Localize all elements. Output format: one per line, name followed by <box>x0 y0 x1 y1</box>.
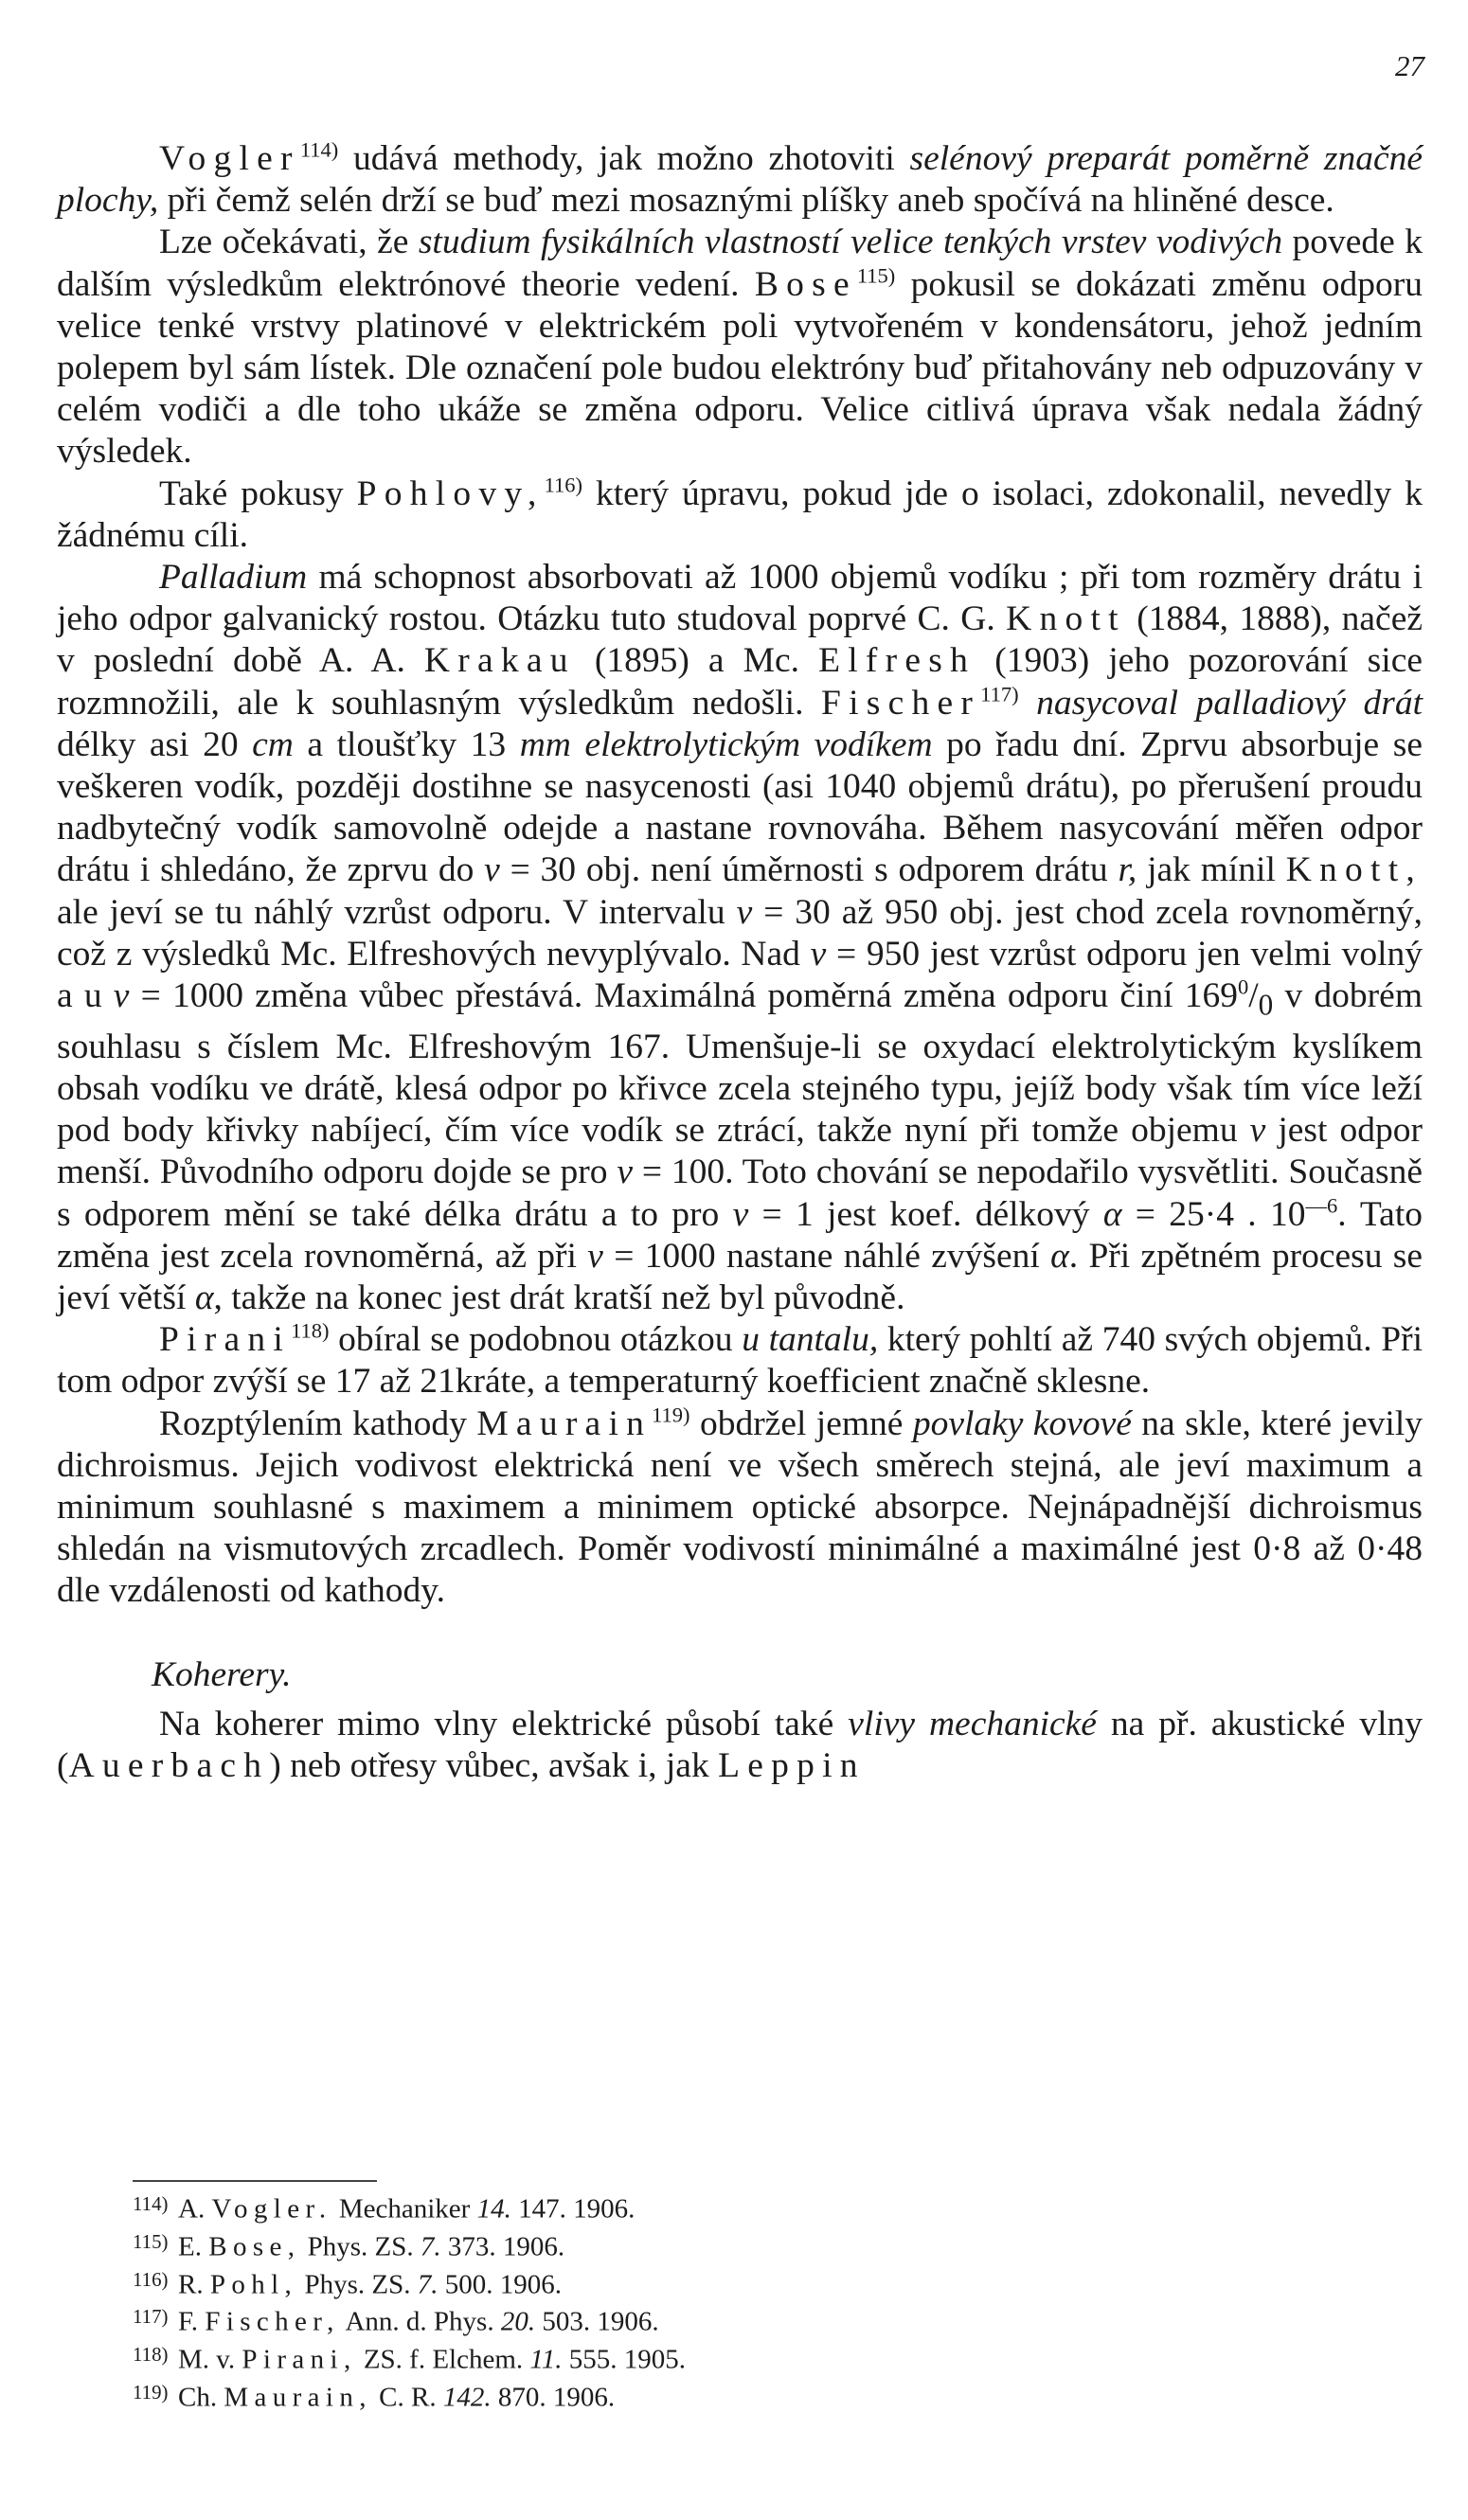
text-run: Phys. ZS. <box>300 2231 421 2262</box>
text-run: / <box>1248 976 1259 1016</box>
italic-run: povlaky kovové <box>912 1403 1132 1443</box>
text-run: = 30 obj. není úměrnosti s odporem drátu <box>499 850 1119 890</box>
text-run: A. <box>178 2193 212 2225</box>
text-run: který úpravu, pokud jde o isolaci, zdokonalil, nevedly k žádnému cíli. <box>57 474 1423 555</box>
italic-run: 14. <box>476 2193 511 2225</box>
italic-run: v <box>484 850 500 890</box>
text-run: povede k dalším výsledkům elektrónové theorie vedení. <box>57 223 1423 304</box>
text-run: = 1 jest koef. délkový <box>748 1194 1103 1234</box>
main-text <box>57 138 1423 1787</box>
text-run: a tloušťky 13 <box>293 724 520 764</box>
text-run: ) neb otřesy vůbec, avšak i, jak <box>269 1745 719 1785</box>
text-run: po řadu dní. Zprvu absorbuje se veškeren vodík, později dostihne se nasycenosti (asi 1040 objemů drátu), po přerušení proudu nadbytečný vodík samovolně odejde a nastane rovnováha. Během nasycování měřen odpor drátu i shledáno, že zprvu do <box>57 724 1423 890</box>
italic-run: Palladium <box>159 558 308 598</box>
footnote-text <box>178 2269 562 2299</box>
italic-run: u tantalu, <box>742 1320 879 1360</box>
footnote-number: 115) <box>133 2229 169 2253</box>
author-name: Vogler. <box>211 2193 332 2225</box>
author-name: Bose, <box>208 2231 301 2262</box>
author-name: Pohlovy, <box>356 474 545 513</box>
footnote-text <box>178 2193 635 2224</box>
footnote-number: 116) <box>133 2267 169 2291</box>
author-name: Maurain <box>476 1403 653 1443</box>
italic-run: 7. <box>417 2268 439 2299</box>
text-run: který pohltí až 740 svých objemů. Při tom odpor zvýší se 17 až 21kráte, a temperaturný koefficient značně sklesne. <box>57 1320 1423 1402</box>
text-run: v dobrém souhlasu s číslem Mc. Elfreshovým 167. Umenšuje-li se oxydací elektrolytickým kyslíkem obsah vodíku ve drátě, klesá odpor po křivce zcela stejného typu, jejíž body však tím více leží pod body křivky nabíjecí, čím více vodík se ztrácí, takže nyní při tomže objemu <box>57 976 1423 1151</box>
text-run: C. R. <box>371 2382 443 2413</box>
text-run: E. <box>178 2231 209 2262</box>
text-run: . Při zpětném procesu se jeví větší <box>57 1236 1423 1317</box>
text-run: ale jeví se tu náhlý vzrůst odporu. V intervalu <box>57 892 737 932</box>
footnote <box>133 2300 985 2338</box>
footnote-number: 117) <box>133 2305 169 2329</box>
text-run: obíral se podobnou otázkou <box>329 1320 743 1360</box>
text-run: R. <box>178 2268 210 2299</box>
text-run: Také pokusy <box>159 474 357 513</box>
italic-run: studium fysikálních vlastností velice tenkých vrstev vodivých <box>418 223 1283 262</box>
page-number: 27 <box>1395 49 1424 82</box>
text-run: při čemž selén drží se buď mezi mosaznými plíšky aneb spočívá na hliněné desce. <box>158 181 1334 221</box>
italic-run: α <box>1102 1194 1122 1234</box>
italic-run: 142. <box>442 2382 492 2413</box>
footnote-mark: 117) <box>980 682 1019 706</box>
footnote <box>133 2188 985 2225</box>
text-run: délky asi 20 <box>57 724 253 764</box>
text-run: 555. 1905. <box>562 2344 687 2375</box>
text-run: Na koherer mimo vlny elektrické působí také <box>159 1704 849 1743</box>
footnote <box>133 2225 985 2263</box>
text-run: na skle, které jevily dichroismus. Jejich vodivost elektrická není ve všech směrech stejná, ale jeví maximum a minimum souhlasné s maximem a minimem optické absorpce. Nejnápadnější dichroismus shledán na vismutových zrcadlech. Poměr vodivostí minimálné a maximálné jest 0·8 až 0·48 dle vzdálenosti od kathody. <box>57 1403 1423 1611</box>
footnote-mark: 0 <box>1238 974 1249 999</box>
italic-run: v <box>587 1236 603 1276</box>
italic-run: r, <box>1118 850 1137 890</box>
text-run: 373. 1906. <box>440 2231 565 2262</box>
paragraph <box>57 1704 1423 1787</box>
text-run: obdržel jemné <box>689 1403 913 1443</box>
text-run: M. v. <box>178 2344 242 2375</box>
text-run: Rozptýlením kathody <box>159 1403 477 1443</box>
footnotes <box>133 2188 985 2414</box>
footnote <box>133 2376 985 2414</box>
text-run: , takže na konec jest drát kratší než byl původně. <box>213 1278 905 1317</box>
text-run: na př. akustické vlny ( <box>57 1704 1423 1785</box>
text-run: Ann. d. Phys. <box>339 2306 501 2337</box>
italic-run: v <box>736 892 753 932</box>
text-run: jest odpor menší. Původního odporu dojde se pro <box>57 1111 1423 1192</box>
italic-run: vlivy mechanické <box>848 1704 1097 1743</box>
paragraph <box>57 1319 1423 1403</box>
footnote-mark: 118) <box>291 1318 330 1343</box>
paragraph <box>57 138 1423 222</box>
italic-run: α <box>1050 1236 1069 1276</box>
italic-run: α <box>194 1278 214 1317</box>
footnote-number: 118) <box>133 2343 169 2367</box>
text-run: 500. 1906. <box>438 2268 562 2299</box>
footnote-rule <box>133 2180 377 2182</box>
text-run: (1895) a Mc. <box>575 641 819 681</box>
footnote-text <box>178 2231 564 2261</box>
footnote <box>133 2338 985 2376</box>
author-name: Knott, <box>1285 850 1423 890</box>
italic-run: nasycoval palladiový drát <box>1036 683 1423 723</box>
author-name: Knott <box>1006 599 1126 639</box>
footnote-mark: 115) <box>856 263 896 288</box>
text-run: F. <box>178 2306 206 2337</box>
italic-run: v <box>113 976 130 1016</box>
footnote-mark: 116) <box>544 473 583 497</box>
footnote-text <box>178 2344 686 2374</box>
italic-run: 7. <box>420 2231 441 2262</box>
italic-run: selénový preparát poměrně značné plochy, <box>57 139 1423 221</box>
section-heading: Koherery. <box>152 1654 292 1694</box>
text-run: Mechaniker <box>331 2193 477 2225</box>
text-run: Ch. <box>178 2382 224 2413</box>
author-name: Maurain, <box>224 2382 372 2413</box>
footnote-mark: 0 <box>1258 988 1274 1022</box>
text-run <box>1019 684 1037 723</box>
footnote-mark: —6 <box>1305 1193 1338 1218</box>
italic-run: cm <box>252 724 294 764</box>
text-run: má schopnost absorbovati až 1000 objemů vodíku ; při tom rozměry drátu i jeho odpor galvanický rostou. Otázku tuto studoval poprvé C. G. <box>57 558 1423 639</box>
text-run: jak mínil <box>1137 850 1286 890</box>
text-run: = 100. Toto chování se nepodařilo vysvětliti. Současně s odporem mění se také délka drátu a to pro <box>57 1153 1423 1234</box>
italic-run: v <box>732 1194 749 1234</box>
italic-run: v <box>1249 1111 1266 1151</box>
paragraph <box>57 474 1423 557</box>
author-name: Pohl, <box>209 2268 298 2299</box>
author-name: Pirani, <box>242 2344 357 2375</box>
author-name: Krakau <box>423 641 576 681</box>
author-name: Fischer, <box>205 2306 340 2337</box>
author-name: Pirani <box>159 1320 292 1360</box>
italic-run: 20. <box>500 2306 536 2337</box>
text-run: (1903) jeho pozorování sice rozmnožili, ale k souhlasným výsledkům nedošli. <box>57 641 1423 723</box>
text-run: pokusil se dokázati změnu odporu velice tenké vrstvy platinové v elektrickém poli vytvořeném v kondensátoru, jehož jedním polepem byl sám lístek. Dle označení pole budou elektróny buď přitahovány neb odpuzovány v celém vodiči a dle toho ukáže se změna odporu. Velice citlivá úprava však nedala žádný výsledek. <box>57 264 1423 472</box>
text-run: udává methody, jak možno zhotoviti <box>338 139 910 178</box>
author-name: Auerbach <box>68 1745 270 1785</box>
text-run: . Tato změna jest zcela rovnoměrná, až při <box>57 1194 1423 1276</box>
text-run: 147. 1906. <box>510 2193 636 2225</box>
italic-run: 11. <box>529 2344 563 2375</box>
text-run: (1884, 1888), načež v poslední době A. A. <box>57 599 1423 681</box>
text-run: Lze očekávati, že <box>159 223 419 262</box>
text-run: Phys. ZS. <box>297 2268 418 2299</box>
paragraph <box>57 1403 1423 1613</box>
author-name: Fischer <box>821 683 981 723</box>
author-name: Leppin <box>718 1745 866 1785</box>
footnote <box>133 2263 985 2301</box>
paragraph <box>57 557 1423 1319</box>
author-name: Vogler <box>159 139 300 178</box>
footnote-text <box>178 2307 659 2337</box>
footnote-text <box>178 2382 615 2412</box>
text-run: = 25·4 . 10 <box>1121 1194 1306 1234</box>
footnote-mark: 119) <box>652 1403 690 1427</box>
text-run: = 950 jest vzrůst odporu jen velmi volný a u <box>57 934 1423 1016</box>
text-run: 503. 1906. <box>535 2306 659 2337</box>
footnote-number: 119) <box>133 2380 169 2404</box>
footnote-mark: 114) <box>299 137 339 162</box>
text-run: = 1000 nastane náhlé zvýšení <box>602 1236 1051 1276</box>
text-run: = 30 až 950 obj. jest chod zcela rovnoměrný, což z výsledků Mc. Elfreshových nevyplývalo. Nad <box>57 892 1423 974</box>
paragraph <box>57 222 1423 473</box>
footnote-number: 114) <box>133 2192 169 2215</box>
text-run: 870. 1906. <box>491 2382 616 2413</box>
italic-run: v <box>810 934 827 974</box>
author-name: Bose <box>754 264 857 304</box>
text-run: ZS. f. Elchem. <box>356 2344 530 2375</box>
italic-run: v <box>617 1153 633 1192</box>
italic-run: mm elektrolytickým vodíkem <box>519 724 933 764</box>
text-run: = 1000 změna vůbec přestává. Maximálná poměrná změna odporu činí 169 <box>129 976 1238 1016</box>
author-name: Elfresh <box>818 641 976 681</box>
